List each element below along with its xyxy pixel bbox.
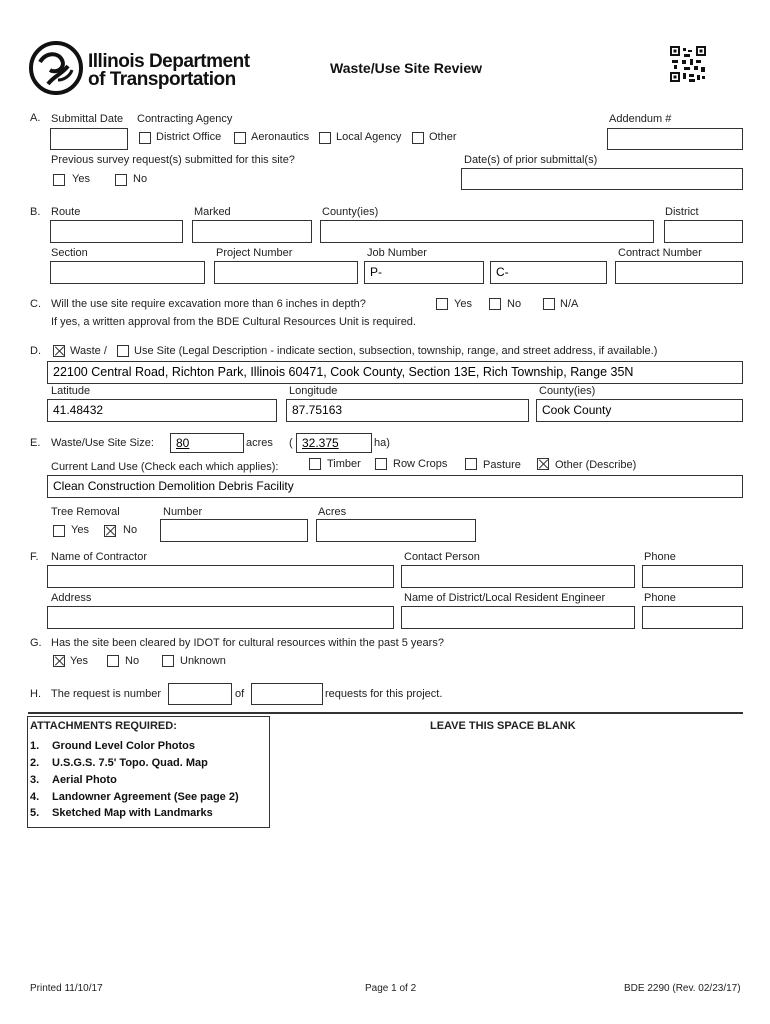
section-d-letter: D. [30,345,41,357]
tree-number-label: Number [163,506,203,518]
job-number-label: Job Number [367,247,427,259]
waste-label: Waste / [70,345,107,357]
attachment-num: 3. [30,774,40,786]
qr-code-icon [670,46,706,82]
clearance-yes-checkbox[interactable] [53,655,65,667]
contract-number-input[interactable]: C- [490,261,607,284]
page-title: Waste/Use Site Review [330,60,482,76]
counties-input[interactable] [320,220,654,243]
other-agency-label: Other [429,131,457,143]
use-site-checkbox[interactable] [117,345,129,357]
section-b-letter: B. [30,206,41,218]
address-label: Address [51,592,92,604]
legal-description-input[interactable]: 22100 Central Road, Richton Park, Illinois 60471, Cook County, Section 13E, Rich Township, Range 35N [47,361,743,384]
acres-size-input[interactable]: 80 [170,433,244,453]
site-size-label: Waste/Use Site Size: [51,437,154,449]
submittal-date-label: Submittal Date [51,113,124,125]
hectares-input[interactable]: 32.375 [296,433,372,453]
marked-input[interactable] [192,220,312,243]
addendum-label: Addendum # [609,113,672,125]
prev-survey-yes-checkbox[interactable] [53,174,65,186]
logo-line-1: Illinois Department [88,51,250,72]
section-input[interactable] [50,261,205,284]
request-of-label: of [235,688,245,700]
district-office-checkbox[interactable] [139,132,151,144]
engineer-input[interactable] [401,606,635,629]
prior-dates-input[interactable] [461,168,743,190]
prior-dates-label: Date(s) of prior submittal(s) [464,154,598,166]
tree-acres-input[interactable] [316,519,476,542]
waste-checkbox[interactable] [53,345,65,357]
printed-date: Printed 11/10/17 [30,983,103,994]
cultural-clearance-question: Has the site been cleared by IDOT for cultural resources within the past 5 years? [51,637,444,649]
pasture-label: Pasture [483,459,521,471]
aeronautics-checkbox[interactable] [234,132,246,144]
clearance-yes-label: Yes [70,655,88,667]
row-crops-label: Row Crops [393,458,448,470]
address-input[interactable] [47,606,394,629]
phone-label: Phone [644,551,676,563]
requests-project-label: requests for this project. [325,688,443,700]
phone-2-label: Phone [644,592,676,604]
request-number-label: The request is number [51,688,162,700]
section-a-letter: A. [30,112,41,124]
district-office-label: District Office [156,131,222,143]
row-crops-checkbox[interactable] [375,458,387,470]
district-input[interactable] [664,220,743,243]
excavation-na-checkbox[interactable] [543,298,555,310]
attachment-item: Aerial Photo [52,774,117,786]
tree-acres-label: Acres [318,506,347,518]
phone-2-input[interactable] [642,606,743,629]
contractor-input[interactable] [47,565,394,588]
route-label: Route [51,206,81,218]
latitude-input[interactable]: 41.48432 [47,399,277,422]
longitude-input[interactable]: 87.75163 [286,399,529,422]
engineer-label: Name of District/Local Resident Engineer [404,592,606,604]
section-h-letter: H. [30,688,41,700]
attachment-item: U.S.G.S. 7.5' Topo. Quad. Map [52,757,208,769]
submittal-date-input[interactable] [50,128,128,150]
form-number: BDE 2290 (Rev. 02/23/17) [624,983,741,994]
contact-person-input[interactable] [401,565,635,588]
ha-unit-label: ha) [374,437,390,449]
tree-removal-no-label: No [123,524,138,536]
request-total-input[interactable] [251,683,323,705]
latitude-label: Latitude [51,385,91,397]
contract-number-label: Contract Number [618,247,702,259]
excavation-yes-checkbox[interactable] [436,298,448,310]
excavation-question: Will the use site require excavation more than 6 inches in depth? [51,298,366,310]
land-use-description-input[interactable]: Clean Construction Demolition Debris Facility [47,475,743,498]
excavation-no-checkbox[interactable] [489,298,501,310]
contract-number-extra-input[interactable] [615,261,743,284]
section-c-letter: C. [30,298,41,310]
marked-label: Marked [194,206,231,218]
timber-checkbox[interactable] [309,458,321,470]
job-number-input[interactable]: P- [364,261,484,284]
attachment-item: Sketched Map with Landmarks [52,807,213,819]
attachments-title: ATTACHMENTS REQUIRED: [30,720,177,732]
phone-input[interactable] [642,565,743,588]
page-number: Page 1 of 2 [365,983,417,994]
project-number-label: Project Number [216,247,293,259]
excavation-yes-label: Yes [454,298,472,310]
prev-survey-label: Previous survey request(s) submitted for this site? [51,154,295,166]
excavation-no-label: No [507,298,522,310]
pasture-checkbox[interactable] [465,458,477,470]
tree-removal-label: Tree Removal [51,506,120,518]
other-agency-checkbox[interactable] [412,132,424,144]
local-agency-label: Local Agency [336,131,402,143]
timber-label: Timber [327,458,361,470]
attachment-item: Ground Level Color Photos [52,740,196,752]
other-describe-checkbox[interactable] [537,458,549,470]
county-label: County(ies) [539,385,596,397]
prev-survey-no-checkbox[interactable] [115,174,127,186]
district-label: District [665,206,699,218]
route-input[interactable] [50,220,183,243]
logo-line-2: of Transportation [88,69,236,90]
land-use-label: Current Land Use (Check each which applies): [51,461,279,473]
section-divider [28,712,743,714]
longitude-label: Longitude [289,385,338,397]
addendum-input[interactable] [607,128,743,150]
counties-label: County(ies) [322,206,379,218]
tree-removal-yes-label: Yes [71,524,89,536]
paren-open-label: ( [289,437,293,449]
excavation-note: If yes, a written approval from the BDE Cultural Resources Unit is required. [51,316,416,328]
prev-survey-yes-label: Yes [72,173,90,185]
attachment-num: 4. [30,791,40,803]
prev-survey-no-label: No [133,173,148,185]
clearance-no-label: No [125,655,140,667]
clearance-unknown-label: Unknown [180,655,226,667]
local-agency-checkbox[interactable] [319,132,331,144]
section-f-letter: F. [30,551,39,563]
attachment-num: 2. [30,757,40,769]
contact-person-label: Contact Person [404,551,480,563]
attachment-item: Landowner Agreement (See page 2) [52,791,239,803]
acres-unit-label: acres [246,437,273,449]
attachment-num: 1. [30,740,40,752]
county-input[interactable]: Cook County [536,399,743,422]
request-number-input[interactable] [168,683,232,705]
tree-removal-yes-checkbox[interactable] [53,525,65,537]
aeronautics-label: Aeronautics [251,131,310,143]
other-describe-label: Other (Describe) [555,459,637,471]
clearance-unknown-checkbox[interactable] [162,655,174,667]
use-site-label: Use Site (Legal Description - indicate section, subsection, township, range, and street address, if available.) [134,345,658,357]
section-g-letter: G. [30,637,42,649]
clearance-no-checkbox[interactable] [107,655,119,667]
section-label: Section [51,247,88,259]
contracting-agency-label: Contracting Agency [137,113,233,125]
contractor-label: Name of Contractor [51,551,147,563]
idot-logo-icon [28,40,84,96]
section-e-letter: E. [30,437,41,449]
leave-blank-label: LEAVE THIS SPACE BLANK [430,720,576,732]
tree-number-input[interactable] [160,519,308,542]
project-number-input[interactable] [214,261,358,284]
attachment-num: 5. [30,807,40,819]
excavation-na-label: N/A [560,298,579,310]
tree-removal-no-checkbox[interactable] [104,525,116,537]
